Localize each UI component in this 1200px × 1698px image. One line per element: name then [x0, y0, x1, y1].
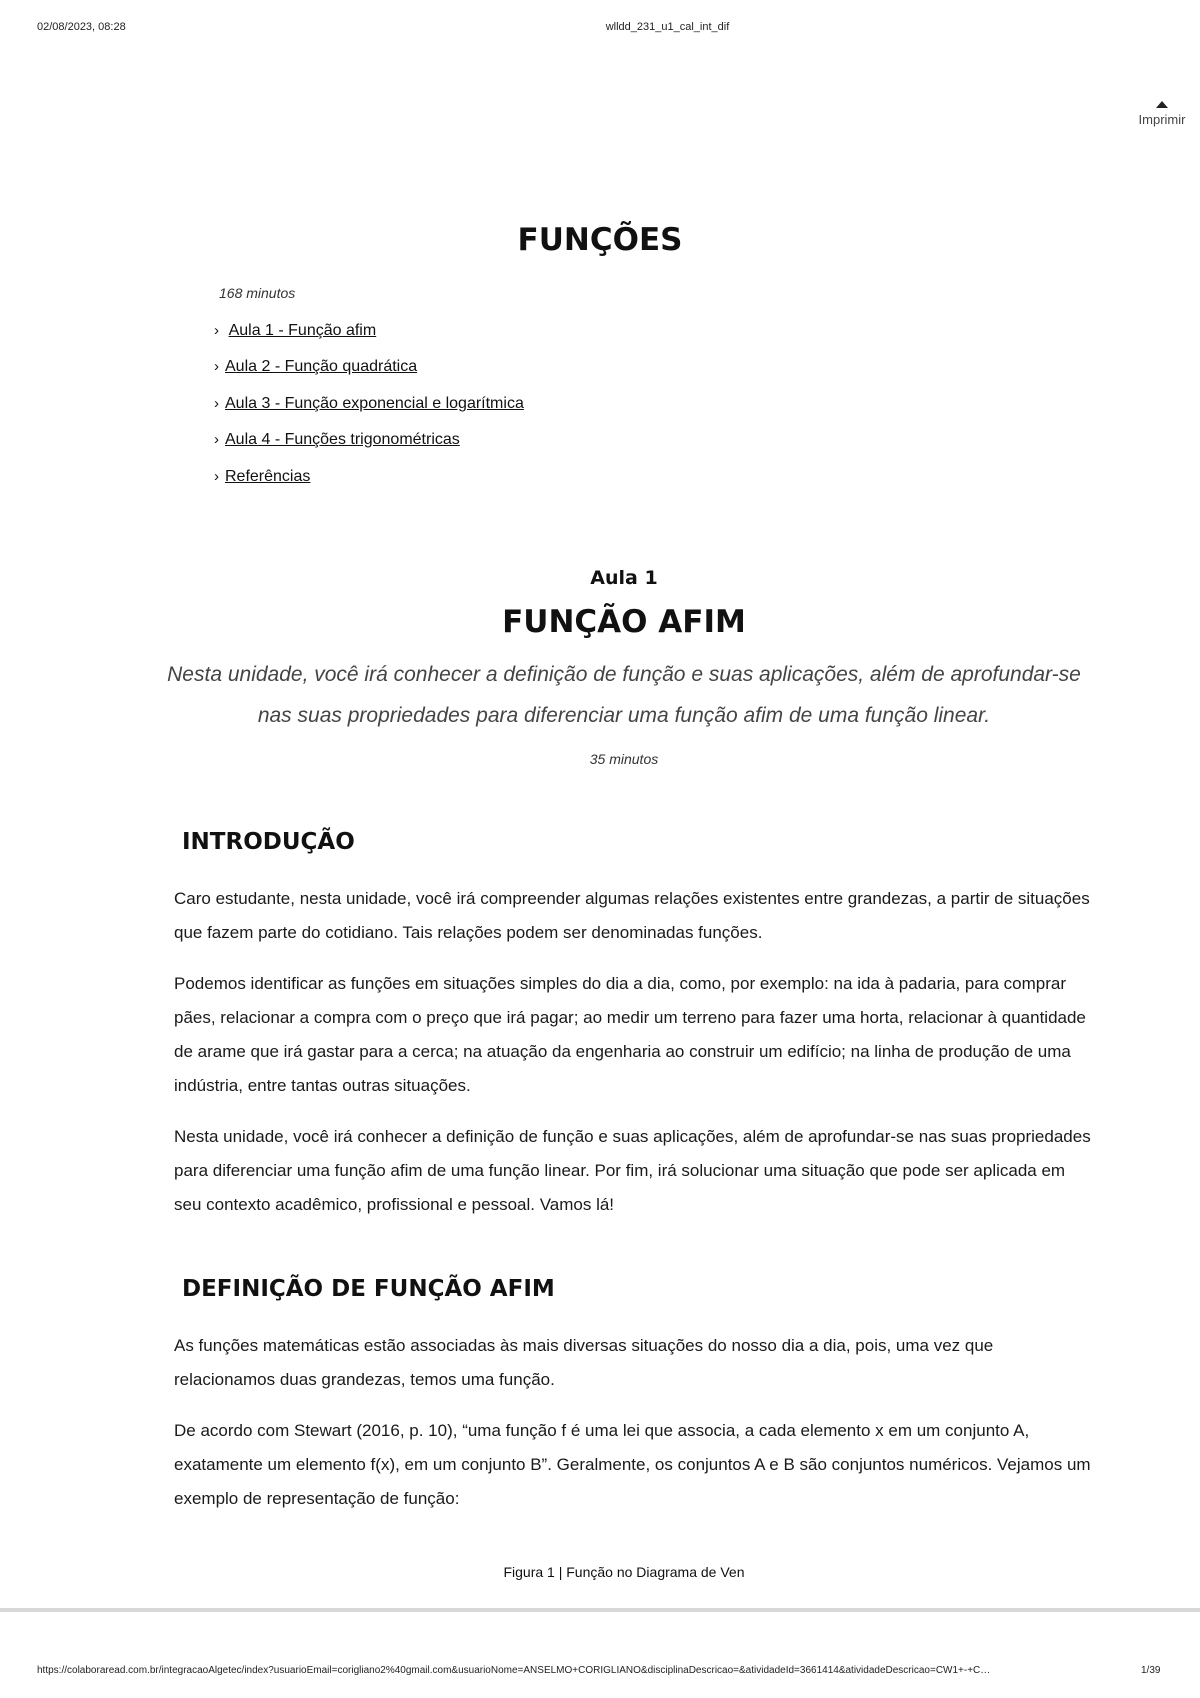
caret-up-icon	[1156, 101, 1168, 108]
lesson-intro: Nesta unidade, você irá conhecer a definição de função e suas aplicações, além de aprofundar-se nas suas propriedades para diferenciar uma função afim de uma função linear.	[167, 663, 1081, 727]
paragraph: Podemos identificar as funções em situações simples do dia a dia, como, por exemplo: na ida à padaria, para comprar pães, relacionar a compra com o preço que irá pagar; ao medir um terreno para fazer uma horta, relacionar à quantidade de arame que irá gastar para a cerca; na atuação da engenharia ao construir um edifício; na linha de produção de uma indústria, entre tantas outras situações.	[174, 974, 1086, 1095]
toc-link-referencias[interactable]: Referências	[225, 468, 311, 485]
print-page-number: 1/39	[1141, 1665, 1161, 1676]
toc-link-aula-2[interactable]: Aula 2 - Função quadrática	[225, 358, 418, 375]
paragraph: Caro estudante, nesta unidade, você irá compreender algumas relações existentes entre grandezas, a partir de situações que fazem parte do cotidiano. Tais relações podem ser denominadas funções.	[174, 889, 1090, 942]
paragraph: As funções matemáticas estão associadas às mais diversas situações do nosso dia a dia, pois, uma vez que relacionamos duas grandezas, temos uma função.	[174, 1336, 994, 1389]
toc-item[interactable]	[214, 431, 460, 449]
chevron-right-icon: ›	[214, 431, 219, 448]
print-datetime: 02/08/2023, 08:28	[37, 21, 126, 33]
section-heading-definicao: DEFINIÇÃO DE FUNÇÃO AFIM	[182, 1276, 555, 1302]
print-doc-title: wlldd_231_u1_cal_int_dif	[605, 21, 730, 33]
print-button-label: Imprimir	[1138, 112, 1186, 127]
paragraph: Nesta unidade, você irá conhecer a definição de função e suas aplicações, além de aprofundar-se nas suas propriedades para diferenciar uma função afim de uma função linear. Por fim, irá solucionar uma situação que pode ser aplicada em seu contexto acadêmico, profissional e pessoal. Vamos lá!	[174, 1127, 1091, 1214]
chevron-right-icon: ›	[214, 395, 219, 412]
paragraph: De acordo com Stewart (2016, p. 10), “uma função f é uma lei que associa, a cada elemento x em um conjunto A, exatamente um elemento f(x), em um conjunto B”. Geralmente, os conjuntos A e B são conjuntos numéricos. Vejamos um exemplo de representação de função:	[174, 1421, 1091, 1508]
divider	[0, 1608, 1200, 1612]
unit-title: FUNÇÕES	[517, 222, 683, 258]
toc-link-aula-1[interactable]: Aula 1 - Função afim	[228, 322, 377, 339]
toc-item[interactable]	[214, 322, 376, 340]
lesson-label: Aula 1	[590, 567, 658, 589]
lesson-title: FUNÇÃO AFIM	[502, 604, 746, 640]
toc-item[interactable]	[214, 395, 524, 413]
toc-link-aula-3[interactable]: Aula 3 - Função exponencial e logarítmica	[225, 395, 524, 412]
print-footer-url: https://colaboraread.com.br/integracaoAlgetec/index?usuarioEmail=corigliano2%40gmail.com&usuarioNome=ANSELMO+CORIGLIANO&disciplinaDescricao=&atividadeId=3661414&atividadeDescricao=CW1+-+C…	[37, 1665, 991, 1676]
lesson-duration: 35 minutos	[589, 751, 659, 767]
toc-item[interactable]	[214, 358, 417, 376]
section-heading-introducao: INTRODUÇÃO	[182, 829, 355, 855]
chevron-right-icon: ›	[214, 358, 219, 375]
unit-duration: 168 minutos	[219, 285, 296, 301]
toc-item[interactable]	[214, 468, 310, 486]
figure-caption: Figura 1 | Função no Diagrama de Ven	[503, 1564, 745, 1580]
toc-link-aula-4[interactable]: Aula 4 - Funções trigonométricas	[225, 431, 460, 448]
chevron-right-icon: ›	[214, 468, 219, 485]
chevron-right-icon: ›	[214, 322, 219, 339]
print-button[interactable]	[1132, 101, 1192, 127]
